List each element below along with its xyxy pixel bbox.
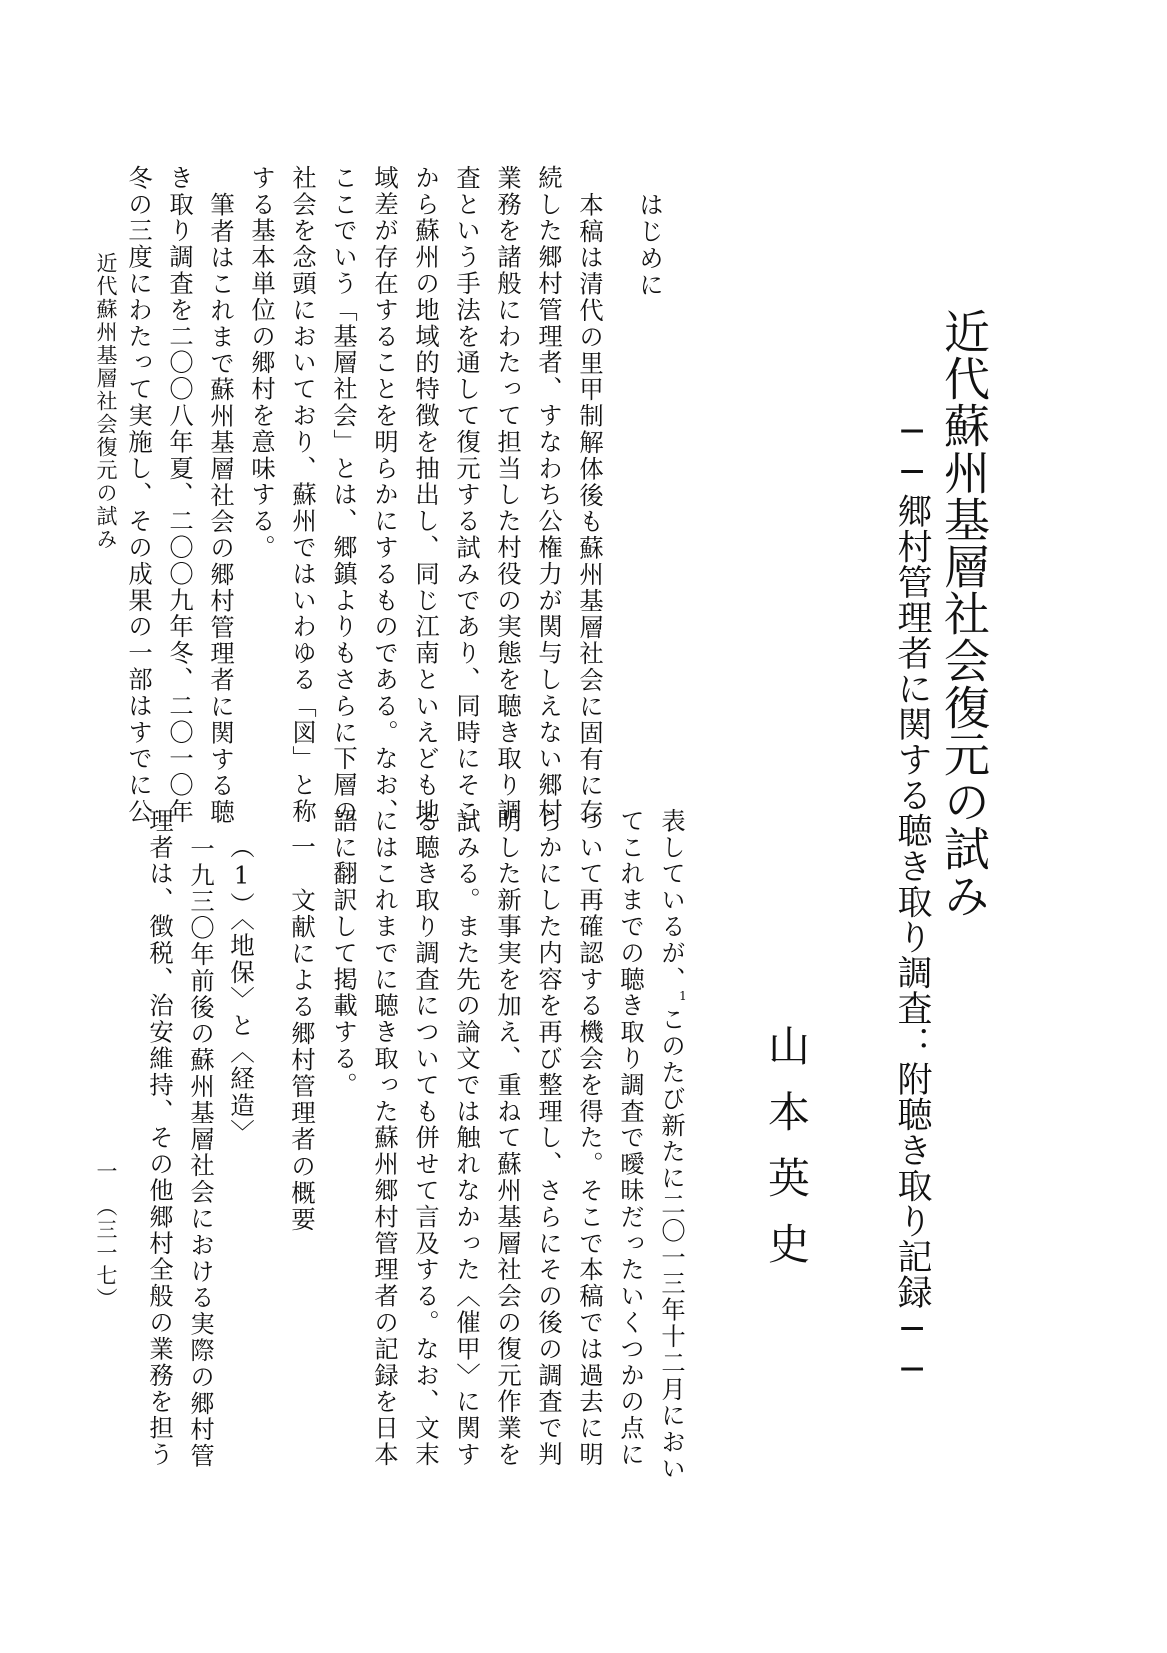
page-subtitle: ──郷村管理者に関する聴き取り調査：附聴き取り記録── [892, 412, 932, 1391]
footnote-ref[interactable]: 1 [676, 988, 690, 1003]
tail-column-2: 理者は、徴税、治安維持、その他郷村全般の業務を担う [145, 808, 174, 1468]
author-name: 山本英史 [762, 1024, 811, 1288]
running-footer-title: 近代蘇州基層社会復元の試み [94, 252, 118, 551]
upper-column-1: 本稿は清代の里甲制解体後も蘇州基層社会に固有に存 [575, 192, 604, 826]
lower-column-7: る聴き取り調査についても併せて言及する。なお、文末 [411, 808, 440, 1468]
page-number: 一 （三一七） [94, 1160, 118, 1311]
upper-column-3: 業務を諸般にわたって担当した村役の実態を聴き取り調 [493, 165, 522, 825]
section-heading: 一 文献による郷村管理者の概要 [288, 834, 317, 1233]
upper-column-4: 査という手法を通して復元する試みであり、同時にそこ [452, 165, 481, 825]
tail-column-1: 一九三〇年前後の蘇州基層社会における実際の郷村管 [186, 836, 215, 1470]
lower-column-1 [656, 808, 690, 1483]
upper-column-5: から蘇州の地域的特徴を抽出し、同じ江南といえども地 [411, 165, 440, 825]
subsection-heading: （1）〈地保〉と〈経造〉 [227, 834, 256, 1146]
intro-heading: はじめに [636, 192, 665, 299]
upper-column-8: 社会を念頭においており、蘇州ではいわゆる「図」と称 [288, 165, 317, 825]
lower-column-8: にはこれまでに聴き取った蘇州郷村管理者の記録を日本 [370, 808, 399, 1468]
upper-column-7: ここでいう「基層社会」とは、郷鎮よりもさらに下層の [329, 165, 358, 825]
lower-column-5: 明した新事実を加え、重ねて蘇州基層社会の復元作業を [493, 808, 522, 1468]
upper-column-12: 冬の三度にわたって実施し、その成果の一部はすでに公 [124, 165, 153, 825]
upper-column-6: 域差が存在することを明らかにするものである。なお、 [370, 165, 399, 825]
lower-column-9: 語に翻訳して掲載する。 [329, 808, 358, 1099]
lower-column-1-rest: このたび新たに二〇一三年十二月におい [657, 1006, 686, 1483]
upper-column-9: する基本単位の郷村を意味する。 [247, 165, 276, 561]
lower-column-1-start: 表しているが、 [657, 808, 686, 993]
upper-column-2: 続した郷村管理者、すなわち公権力が関与しえない郷村 [534, 165, 563, 825]
upper-column-10: 筆者はこれまで蘇州基層社会の郷村管理者に関する聴 [206, 192, 235, 826]
page-title: 近代蘇州基層社会復元の試み [937, 308, 991, 919]
lower-column-6: 試みる。また先の論文では触れなかった〈催甲〉に関す [452, 808, 481, 1468]
upper-column-11: き取り調査を二〇〇八年夏、二〇〇九年冬、二〇一〇年 [165, 165, 194, 825]
lower-column-4: らかにした内容を再び整理し、さらにその後の調査で判 [534, 808, 563, 1468]
lower-column-2: てこれまでの聴き取り調査で曖昧だったいくつかの点に [616, 808, 645, 1468]
lower-column-3: ついて再確認する機会を得た。そこで本稿では過去に明 [575, 808, 604, 1468]
